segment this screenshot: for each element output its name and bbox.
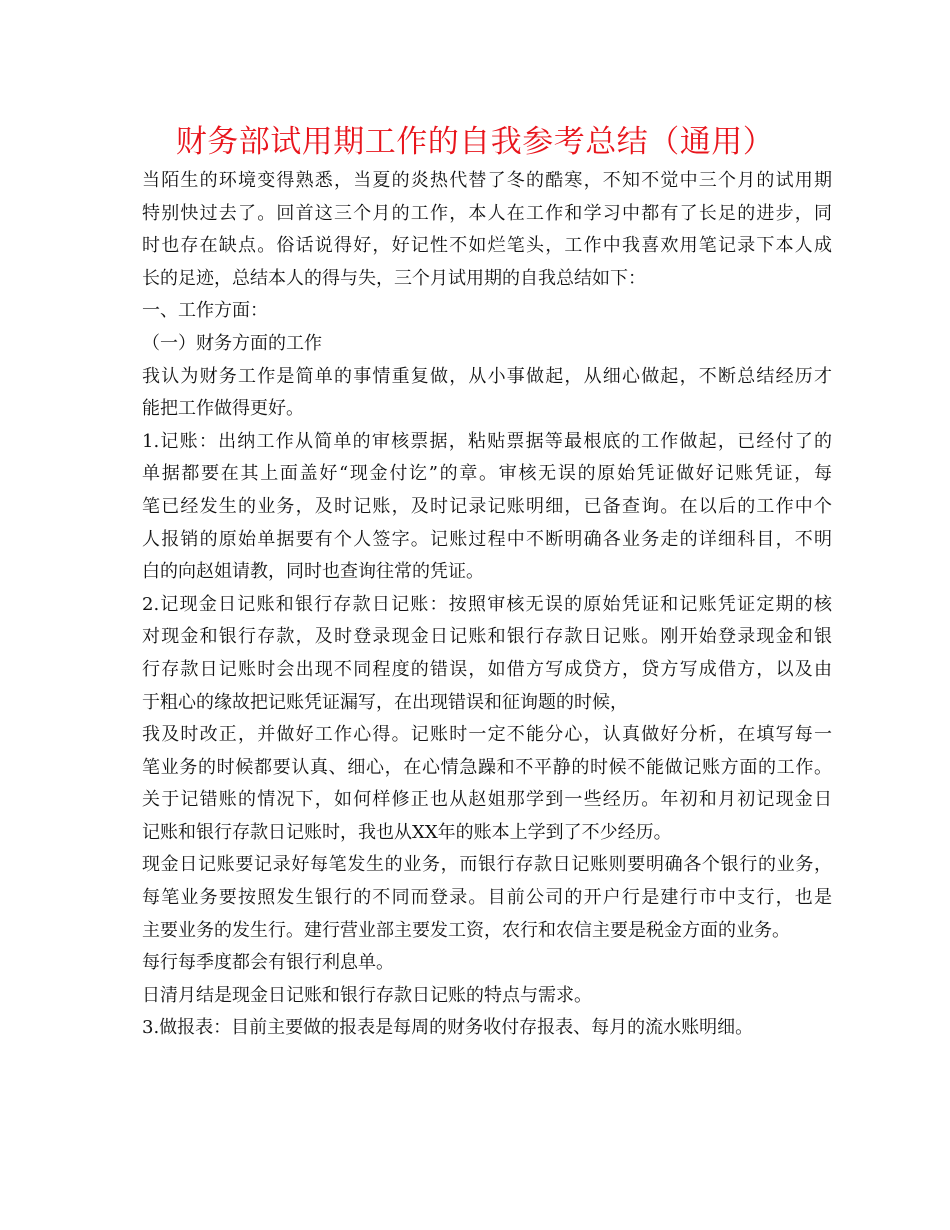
document-body: [142, 165, 832, 1045]
body-line: 白的向赵姐请教，同时也查询往常的凭证。: [142, 561, 484, 583]
body-line: 能把工作做得更好。: [142, 398, 304, 420]
body-line: 3.做报表：目前主要做的报表是每周的财务收付存报表、每月的流水账明细。: [142, 1017, 754, 1039]
body-line: 关于记错账的情况下，如何样修正也从赵姐那学到一些经历。年初和月初记现金日: [142, 789, 832, 811]
body-line: 一、工作方面：: [142, 300, 268, 322]
body-line: 日清月结是现金日记账和银行存款日记账的特点与需求。: [142, 984, 592, 1006]
body-line: 笔业务的时候都要认真、细心，在心情急躁和不平静的时候不能做记账方面的工作。: [142, 756, 832, 778]
body-line: 1.记账：出纳工作从简单的审核票据，粘贴票据等最根底的工作做起，已经付了的: [142, 430, 832, 452]
body-line: 单据都要在其上面盖好“现金付讫”的章。审核无误的原始凭证做好记账凭证，每: [142, 463, 832, 485]
body-line: 2.记现金日记账和银行存款日记账：按照审核无误的原始凭证和记账凭证定期的核: [142, 593, 832, 615]
body-line: 我及时改正，并做好工作心得。记账时一定不能分心，认真做好分析，在填写每一: [142, 724, 832, 746]
body-line: 我认为财务工作是简单的事情重复做，从小事做起，从细心做起，不断总结经历才: [142, 365, 832, 387]
body-line: （一）财务方面的工作: [142, 332, 322, 354]
body-line: 行存款日记账时会出现不同程度的错误，如借方写成贷方，贷方写成借方，以及由: [142, 658, 832, 680]
body-line: 笔已经发生的业务，及时记账，及时记录记账明细，已备查询。在以后的工作中个: [142, 495, 832, 517]
body-line: 对现金和银行存款，及时登录现金日记账和银行存款日记账。刚开始登录现金和银: [142, 626, 832, 648]
body-line: 于粗心的缘故把记账凭证漏写，在出现错误和征询题的时候，: [142, 691, 628, 713]
body-line: 每笔业务要按照发生银行的不同而登录。目前公司的开户行是建行市中支行，也是: [142, 887, 832, 909]
body-line: 特别快过去了。回首这三个月的工作，本人在工作和学习中都有了长足的进步，同: [142, 202, 832, 224]
body-line: 记账和银行存款日记账时，我也从XX年的账本上学到了不少经历。: [142, 821, 672, 843]
body-line: 长的足迹，总结本人的得与失，三个月试用期的自我总结如下：: [142, 267, 646, 289]
body-line: 主要业务的发生行。建行营业部主要发工资，农行和农信主要是税金方面的业务。: [142, 919, 790, 941]
body-line: 当陌生的环境变得熟悉，当夏的炎热代替了冬的酷寒，不知不觉中三个月的试用期: [142, 170, 832, 191]
document-title: 财务部试用期工作的自我参考总结（通用）: [175, 124, 775, 160]
body-line: 时也存在缺点。俗话说得好，好记性不如烂笔头，工作中我喜欢用笔记录下本人成: [142, 235, 832, 257]
body-line: 每行每季度都会有银行利息单。: [142, 952, 394, 974]
body-line: 人报销的原始单据要有个人签字。记账过程中不断明确各业务走的详细科目，不明: [142, 528, 832, 550]
body-line: 现金日记账要记录好每笔发生的业务，而银行存款日记账则要明确各个银行的业务，: [142, 854, 832, 876]
